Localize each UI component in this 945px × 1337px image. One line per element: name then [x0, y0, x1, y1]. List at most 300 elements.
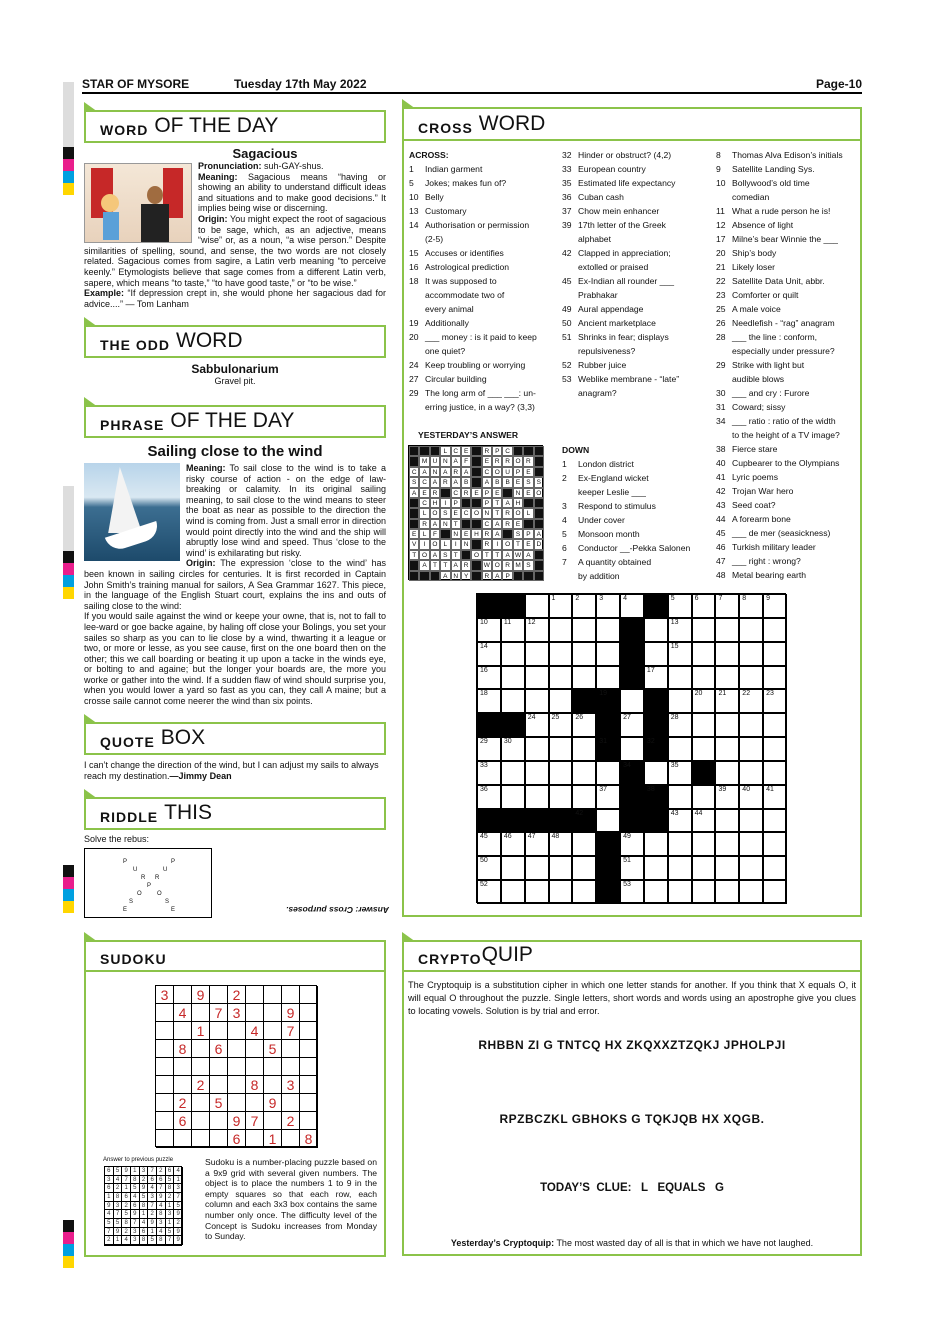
sudoku-cell[interactable]	[264, 1076, 282, 1094]
sudoku-cell[interactable]	[300, 1094, 318, 1112]
crossword-cell[interactable]: 25	[549, 713, 573, 737]
crossword-cell[interactable]	[763, 809, 787, 833]
clue: 53 Weblike membrane - “late”	[562, 374, 680, 384]
crossword-cell[interactable]	[644, 856, 668, 880]
yesterday-cell: E	[523, 539, 533, 549]
sudoku-cell[interactable]: 7	[246, 1112, 264, 1130]
sudoku-cell: 1	[166, 1219, 175, 1228]
crossword-cell[interactable]	[763, 761, 787, 785]
crossword-cell[interactable]	[501, 809, 525, 833]
yesterday-cell: E	[513, 519, 523, 529]
sudoku-cell[interactable]	[192, 1058, 210, 1076]
crossword-cell[interactable]	[572, 832, 596, 856]
sudoku-cell[interactable]	[246, 1130, 264, 1148]
crossword-cell[interactable]: 42	[572, 809, 596, 833]
crossword-cell[interactable]	[739, 809, 763, 833]
crossword-cell[interactable]	[644, 880, 668, 904]
sudoku-cell[interactable]	[174, 986, 192, 1004]
sudoku-cell[interactable]	[282, 1094, 300, 1112]
crossword-cell[interactable]: 47	[525, 832, 549, 856]
sudoku-cell[interactable]	[246, 1004, 264, 1022]
sudoku-cell[interactable]: 5	[210, 1094, 228, 1112]
yesterday-cell	[534, 456, 544, 466]
crossword-cell[interactable]: 49	[620, 832, 644, 856]
sudoku-cell[interactable]	[228, 1076, 246, 1094]
crossword-cell[interactable]	[692, 856, 716, 880]
crossword-cell[interactable]	[739, 713, 763, 737]
yesterday-cell: P	[492, 446, 502, 456]
yesterday-cell: P	[513, 467, 523, 477]
crossword-cell[interactable]	[668, 880, 692, 904]
sudoku-cell[interactable]: 1	[192, 1022, 210, 1040]
crossword-cell[interactable]: 19	[596, 689, 620, 713]
crossword-cell[interactable]	[620, 618, 644, 642]
sudoku-cell[interactable]: 2	[228, 986, 246, 1004]
crossword-cell[interactable]	[501, 761, 525, 785]
sudoku-cell[interactable]	[246, 1094, 264, 1112]
sudoku-cell: 3	[105, 1176, 114, 1185]
sudoku-cell[interactable]	[192, 1094, 210, 1112]
crossword-cell[interactable]	[620, 785, 644, 809]
sudoku-cell[interactable]	[264, 1004, 282, 1022]
crossword-cell[interactable]: 3	[596, 594, 620, 618]
crossword-cell[interactable]	[525, 642, 549, 666]
color-marks	[63, 865, 74, 913]
yesterday-cell: A	[419, 467, 429, 477]
crossword-cell[interactable]	[477, 809, 501, 833]
crossword-cell[interactable]: 44	[692, 809, 716, 833]
crossword-cell[interactable]	[763, 666, 787, 690]
crossword-cell[interactable]	[739, 761, 763, 785]
crossword-cell[interactable]	[668, 689, 692, 713]
crossword-cell[interactable]: 20	[692, 689, 716, 713]
crossword-cell[interactable]	[525, 761, 549, 785]
crossword-cell[interactable]: 35	[668, 761, 692, 785]
crossword-cell[interactable]: 24	[525, 713, 549, 737]
crossword-cell[interactable]	[572, 666, 596, 690]
crossword-cell[interactable]	[501, 785, 525, 809]
clue: 52 Rubber juice	[562, 360, 627, 370]
crossword-cell[interactable]	[620, 642, 644, 666]
crossword-cell[interactable]: 5	[668, 594, 692, 618]
sudoku-cell[interactable]	[156, 1130, 174, 1148]
yesterday-cell: R	[502, 508, 512, 518]
sudoku-cell[interactable]: 3	[228, 1004, 246, 1022]
yesterday-cell: A	[430, 519, 440, 529]
sudoku-cell[interactable]: 2	[282, 1112, 300, 1130]
crossword-cell[interactable]	[572, 880, 596, 904]
crossword-cell[interactable]: 8	[739, 594, 763, 618]
sudoku-cell[interactable]	[174, 1022, 192, 1040]
sudoku-cell[interactable]	[210, 1058, 228, 1076]
sudoku-cell: 3	[140, 1167, 149, 1176]
rebus-letter: E	[171, 907, 176, 913]
crossword-cell[interactable]	[501, 594, 525, 618]
crossword-cell[interactable]	[596, 856, 620, 880]
page-header	[82, 76, 862, 94]
crossword-cell[interactable]	[644, 832, 668, 856]
sudoku-cell[interactable]	[210, 1130, 228, 1148]
crossword-cell[interactable]	[620, 666, 644, 690]
crossword-cell[interactable]	[596, 761, 620, 785]
crossword-cell[interactable]	[549, 809, 573, 833]
yesterday-cell: A	[440, 571, 450, 581]
sudoku-cell[interactable]: 9	[282, 1004, 300, 1022]
sudoku-cell[interactable]: 4	[246, 1022, 264, 1040]
sudoku-cell[interactable]: 6	[228, 1130, 246, 1148]
sudoku-cell[interactable]	[264, 986, 282, 1004]
sudoku-cell[interactable]	[174, 1076, 192, 1094]
sudoku-cell[interactable]	[156, 1112, 174, 1130]
crossword-cell[interactable]	[501, 713, 525, 737]
crossword-cell[interactable]: 40	[739, 785, 763, 809]
crossword-cell[interactable]	[525, 809, 549, 833]
crossword-cell[interactable]: 17	[644, 666, 668, 690]
crossword-cell[interactable]	[715, 856, 739, 880]
sudoku-cell[interactable]	[264, 1022, 282, 1040]
crossword-cell[interactable]: 41	[763, 785, 787, 809]
crossword-cell[interactable]: 31	[596, 737, 620, 761]
sudoku-cell[interactable]	[210, 986, 228, 1004]
crossword-cell[interactable]	[739, 737, 763, 761]
sudoku-cell[interactable]: 1	[264, 1130, 282, 1148]
crossword-cell[interactable]: 18	[477, 689, 501, 713]
crossword-cell[interactable]	[549, 880, 573, 904]
sudoku-cell[interactable]	[192, 1004, 210, 1022]
crossword-cell[interactable]: 43	[668, 809, 692, 833]
crossword-cell[interactable]: 9	[763, 594, 787, 618]
yesterday-cell: A	[523, 550, 533, 560]
origin: You might expect the root of sagacious to be sage, which, as an adjective, means “wise” or, as a noun, “a wise person.” Despite similarities of spelling, sound, and sense, the two words are not closely related. Sagacious comes from sagire, a Latin verb meaning “to perceive keenly.” Etymologists believe that sage comes from a different Latin verb, sapere, which means “to taste,” “to have good taste,” or “to be wise.”	[84, 213, 386, 288]
clue: 32 Hinder or obstruct? (4,2)	[562, 150, 672, 160]
crossword-cell[interactable]: 51	[620, 856, 644, 880]
crossword-cell[interactable]	[596, 880, 620, 904]
crossword-cell[interactable]: 48	[549, 832, 573, 856]
crossword-cell[interactable]	[572, 737, 596, 761]
sudoku-cell[interactable]	[228, 1040, 246, 1058]
sudoku-cell[interactable]: 7	[210, 1004, 228, 1022]
rebus-letter: S	[165, 899, 170, 905]
clue: 34 ___ ratio : ratio of the width	[716, 416, 836, 426]
yesterday-cell	[471, 519, 481, 529]
yesterday-cell: S	[440, 550, 450, 560]
sudoku-cell[interactable]	[300, 1022, 318, 1040]
crossword-cell[interactable]: 33	[477, 761, 501, 785]
crossword-cell[interactable]	[525, 689, 549, 713]
crossword-cell[interactable]: 52	[477, 880, 501, 904]
sudoku-cell[interactable]: 9	[264, 1094, 282, 1112]
crossword-cell[interactable]	[572, 618, 596, 642]
crossword-cell[interactable]: 12	[525, 618, 549, 642]
crossword-cell[interactable]: 22	[739, 689, 763, 713]
sudoku-title: SUDOKU	[84, 940, 386, 972]
crossword-cell[interactable]	[501, 856, 525, 880]
crossword-cell[interactable]	[739, 832, 763, 856]
crossword-cell[interactable]	[596, 666, 620, 690]
phrase-body: Sailing close to the wind Meaning: To sail close to the wind is to take a risky course of action - on the edge of law-breaking or calamity. In its original sailing meaning, to sail close to the wind means to steer the boat as near as possible to the direction the wind is coming from. Just a small error in direction would point directly into the wind and the ship will abruptly lose wind and speed. Thus ‘close to the wind’ is exhilarating but risky. Origin: The expression ‘close to the wind’ has been known in sailing circles for centuries. It is first recorded in Captain John Smith’s training manual for sailors, A Sea Grammar 1627. This piece, in the language of the English Stuart court, explains the ins and outs of sailing close to the wind: If you would saile against the wind or keepe your owne, that is, not to fall to lee-ward or goe backe againe, by haling off close your Bolings, you set your sailes so sharp as you can to lie close by a wind, thwarting it a league or two, or more or lesse, as you see cause, first on the one board then on the other; this we call boarding or beating it up upon a tacke in the winds eye, or bolting to and againe; but the longer your boards are, the more you worke or gather into the wind. If a sudden flaw of wind should surprise you, when you would lower a yard so fast as you can, they call A maine; but a crosse saile cannot come neerer the wind than six points.	[84, 443, 386, 707]
sudoku-cell[interactable]	[228, 1094, 246, 1112]
crossword-cell[interactable]: 15	[668, 642, 692, 666]
yesterday-cell	[471, 456, 481, 466]
sudoku-cell[interactable]	[210, 1022, 228, 1040]
sudoku-cell[interactable]	[174, 1058, 192, 1076]
crossword-cell[interactable]: 37	[596, 785, 620, 809]
crossword-cell[interactable]	[715, 618, 739, 642]
crossword-cell[interactable]	[692, 618, 716, 642]
crossword-cell[interactable]	[644, 689, 668, 713]
sudoku-cell[interactable]	[282, 1058, 300, 1076]
sudoku-cell[interactable]	[156, 1004, 174, 1022]
crossword-cell[interactable]	[715, 737, 739, 761]
sudoku-cell[interactable]	[264, 1058, 282, 1076]
sudoku-cell[interactable]	[282, 1130, 300, 1148]
crossword-cell[interactable]	[572, 689, 596, 713]
crossword-cell[interactable]	[596, 809, 620, 833]
crossword-cell[interactable]	[715, 880, 739, 904]
crossword-cell[interactable]	[739, 856, 763, 880]
sudoku-cell[interactable]	[282, 986, 300, 1004]
sudoku-cell[interactable]: 5	[264, 1040, 282, 1058]
sudoku-cell[interactable]	[300, 1040, 318, 1058]
crossword-cell[interactable]	[763, 713, 787, 737]
sudoku-cell[interactable]: 9	[228, 1112, 246, 1130]
clue: to the height of a TV image?	[732, 430, 840, 440]
crossword-cell[interactable]: 45	[477, 832, 501, 856]
crossword-cell[interactable]: 14	[477, 642, 501, 666]
yesterday-cell: A	[451, 477, 461, 487]
crossword-cell[interactable]	[549, 642, 573, 666]
crossword-cell[interactable]: 34	[620, 761, 644, 785]
crossword-cell[interactable]: 26	[572, 713, 596, 737]
crossword-cell[interactable]	[692, 642, 716, 666]
crossword-cell[interactable]: 11	[501, 618, 525, 642]
crossword-cell[interactable]	[668, 666, 692, 690]
clue: 15 Accuses or identifies	[409, 248, 504, 258]
crossword-cell[interactable]: 6	[692, 594, 716, 618]
crossword-cell[interactable]: 30	[501, 737, 525, 761]
sudoku-cell[interactable]: 2	[192, 1076, 210, 1094]
crossword-cell[interactable]	[715, 713, 739, 737]
yesterday-cell: F	[461, 456, 471, 466]
crossword-cell[interactable]	[763, 618, 787, 642]
sudoku-cell[interactable]: 3	[282, 1076, 300, 1094]
crossword-cell[interactable]	[692, 832, 716, 856]
crossword-cell[interactable]	[477, 713, 501, 737]
crossword-cell[interactable]	[501, 689, 525, 713]
crossword-cell[interactable]	[596, 618, 620, 642]
crossword-cell[interactable]: 16	[477, 666, 501, 690]
crossword-cell[interactable]	[692, 880, 716, 904]
crossword-cell[interactable]	[644, 761, 668, 785]
sudoku-cell[interactable]: 6	[210, 1040, 228, 1058]
crossword-cell[interactable]	[763, 832, 787, 856]
sudoku-cell[interactable]	[156, 1040, 174, 1058]
sudoku-cell[interactable]: 7	[282, 1022, 300, 1040]
sudoku-cell[interactable]	[156, 1022, 174, 1040]
crossword-cell[interactable]	[692, 761, 716, 785]
crossword-cell[interactable]	[620, 737, 644, 761]
crossword-cell[interactable]	[549, 761, 573, 785]
crossword-cell[interactable]: 50	[477, 856, 501, 880]
sudoku-cell[interactable]	[156, 1076, 174, 1094]
sudoku-cell[interactable]: 8	[300, 1130, 318, 1148]
crossword-cell[interactable]: 7	[715, 594, 739, 618]
clue: 16 Astrological prediction	[409, 262, 510, 272]
sudoku-cell[interactable]	[228, 1022, 246, 1040]
sudoku-cell[interactable]: 2	[174, 1094, 192, 1112]
clue: Prabhakar	[578, 290, 618, 300]
crossword-cell[interactable]	[549, 618, 573, 642]
crossword-cell[interactable]	[739, 618, 763, 642]
yesterday-cell: C	[461, 508, 471, 518]
crossword-cell[interactable]	[715, 809, 739, 833]
crossword-cell[interactable]	[572, 785, 596, 809]
sudoku-cell[interactable]	[264, 1112, 282, 1130]
crossword-cell[interactable]	[596, 713, 620, 737]
crossword-cell[interactable]	[739, 666, 763, 690]
clue: 30 ___ and cry : Furore	[716, 388, 810, 398]
crossword-cell[interactable]: 36	[477, 785, 501, 809]
yesterday-cell: N	[440, 519, 450, 529]
crossword-cell[interactable]	[620, 809, 644, 833]
crossword-cell[interactable]	[644, 618, 668, 642]
sudoku-cell[interactable]	[300, 1076, 318, 1094]
crossword-cell[interactable]	[596, 642, 620, 666]
sudoku-cell[interactable]: 3	[156, 986, 174, 1004]
sudoku-cell: 5	[131, 1184, 140, 1193]
sudoku-cell[interactable]	[300, 1004, 318, 1022]
crossword-cell[interactable]	[692, 713, 716, 737]
sudoku-cell[interactable]	[192, 1040, 210, 1058]
crossword-cell[interactable]	[549, 689, 573, 713]
crossword-cell[interactable]	[692, 785, 716, 809]
crossword-cell[interactable]	[644, 594, 668, 618]
sudoku-cell[interactable]	[246, 1058, 264, 1076]
sudoku-cell[interactable]	[246, 986, 264, 1004]
crossword-cell[interactable]	[692, 737, 716, 761]
crossword-cell[interactable]	[525, 785, 549, 809]
yesterday-cell	[471, 498, 481, 508]
crossword-cell[interactable]	[477, 594, 501, 618]
crossword-cell[interactable]: 46	[501, 832, 525, 856]
crossword-cell[interactable]	[501, 880, 525, 904]
crossword-cell[interactable]: 53	[620, 880, 644, 904]
crossword-cell[interactable]	[692, 666, 716, 690]
yesterday-cell: O	[502, 539, 512, 549]
sudoku-cell[interactable]: 4	[174, 1004, 192, 1022]
crossword-cell[interactable]: 21	[715, 689, 739, 713]
crossword-cell[interactable]	[572, 761, 596, 785]
crossword-cell[interactable]	[549, 737, 573, 761]
crossword-cell[interactable]	[549, 785, 573, 809]
crossword-cell[interactable]	[572, 856, 596, 880]
sudoku-cell: 7	[174, 1193, 183, 1202]
crossword-cell[interactable]	[549, 666, 573, 690]
crossword-cell[interactable]: 29	[477, 737, 501, 761]
sudoku-cell[interactable]: 9	[192, 986, 210, 1004]
crossword-cell[interactable]: 27	[620, 713, 644, 737]
crossword-cell[interactable]	[668, 856, 692, 880]
crossword-cell[interactable]	[572, 642, 596, 666]
clue: keeper Leslie ___	[578, 487, 646, 497]
crossword-cell[interactable]	[644, 809, 668, 833]
sudoku-cell[interactable]	[300, 1058, 318, 1076]
sudoku-cell[interactable]	[300, 1112, 318, 1130]
yesterday-cell: C	[451, 488, 461, 498]
yesterday-cell: I	[451, 539, 461, 549]
sudoku-cell[interactable]: 6	[174, 1112, 192, 1130]
crossword-cell[interactable]: 2	[572, 594, 596, 618]
crossword-cell[interactable]	[668, 737, 692, 761]
crossword-cell[interactable]	[620, 689, 644, 713]
crossword-cell[interactable]	[525, 594, 549, 618]
yesterday-cell: T	[430, 560, 440, 570]
crossword-cell[interactable]: 10	[477, 618, 501, 642]
crossword-cell[interactable]	[739, 880, 763, 904]
crossword-cell[interactable]	[739, 642, 763, 666]
sudoku-cell[interactable]	[192, 1112, 210, 1130]
crossword-cell[interactable]: 23	[763, 689, 787, 713]
sudoku-cell[interactable]	[246, 1040, 264, 1058]
crossword-cell[interactable]	[525, 666, 549, 690]
sudoku-cell: 1	[148, 1228, 157, 1237]
crossword-cell[interactable]	[501, 666, 525, 690]
cipher-line-2: RPZBCZKL GBHOKS G TQKJQB HX XQGB.	[499, 1112, 765, 1126]
sudoku-cell[interactable]	[228, 1058, 246, 1076]
sudoku-cell[interactable]	[192, 1130, 210, 1148]
sudoku-cell[interactable]	[156, 1094, 174, 1112]
crossword-cell[interactable]	[501, 642, 525, 666]
crossword-cell[interactable]	[715, 761, 739, 785]
crossword-cell[interactable]	[763, 856, 787, 880]
rebus-letter: U	[133, 867, 138, 873]
crossword-cell[interactable]	[763, 737, 787, 761]
sudoku-cell[interactable]	[210, 1076, 228, 1094]
crossword-cell[interactable]	[715, 832, 739, 856]
crossword-cell[interactable]: 32	[644, 737, 668, 761]
sudoku-cell[interactable]: 8	[246, 1076, 264, 1094]
crossword-cell[interactable]	[763, 642, 787, 666]
crossword-cell[interactable]	[668, 785, 692, 809]
sudoku-cell[interactable]	[156, 1058, 174, 1076]
crossword-cell[interactable]	[525, 856, 549, 880]
sudoku-cell[interactable]: 8	[174, 1040, 192, 1058]
crossword-cell[interactable]	[596, 832, 620, 856]
crossword-cell[interactable]	[668, 832, 692, 856]
sudoku-cell[interactable]	[210, 1112, 228, 1130]
crossword-cell[interactable]: 1	[549, 594, 573, 618]
crossword-cell[interactable]	[715, 666, 739, 690]
crossword-cell[interactable]	[763, 880, 787, 904]
crossword-cell[interactable]: 4	[620, 594, 644, 618]
clue: 7 A quantity obtained	[562, 557, 652, 567]
crossword-cell[interactable]	[644, 713, 668, 737]
crossword-cell[interactable]: 28	[668, 713, 692, 737]
crossword-cell[interactable]: 38	[644, 785, 668, 809]
crossword-cell[interactable]	[525, 737, 549, 761]
sudoku-cell[interactable]	[282, 1040, 300, 1058]
sudoku-cell[interactable]	[174, 1130, 192, 1148]
crossword-cell[interactable]: 39	[715, 785, 739, 809]
crossword-cell[interactable]: 13	[668, 618, 692, 642]
crossword-cell[interactable]	[549, 856, 573, 880]
yesterday-cell	[461, 519, 471, 529]
sudoku-cell[interactable]	[300, 986, 318, 1004]
crossword-cell[interactable]	[715, 642, 739, 666]
crossword-cell[interactable]	[644, 642, 668, 666]
crossword-cell[interactable]	[525, 880, 549, 904]
riddle-answer: Answer: Cross purposes.	[286, 905, 389, 915]
